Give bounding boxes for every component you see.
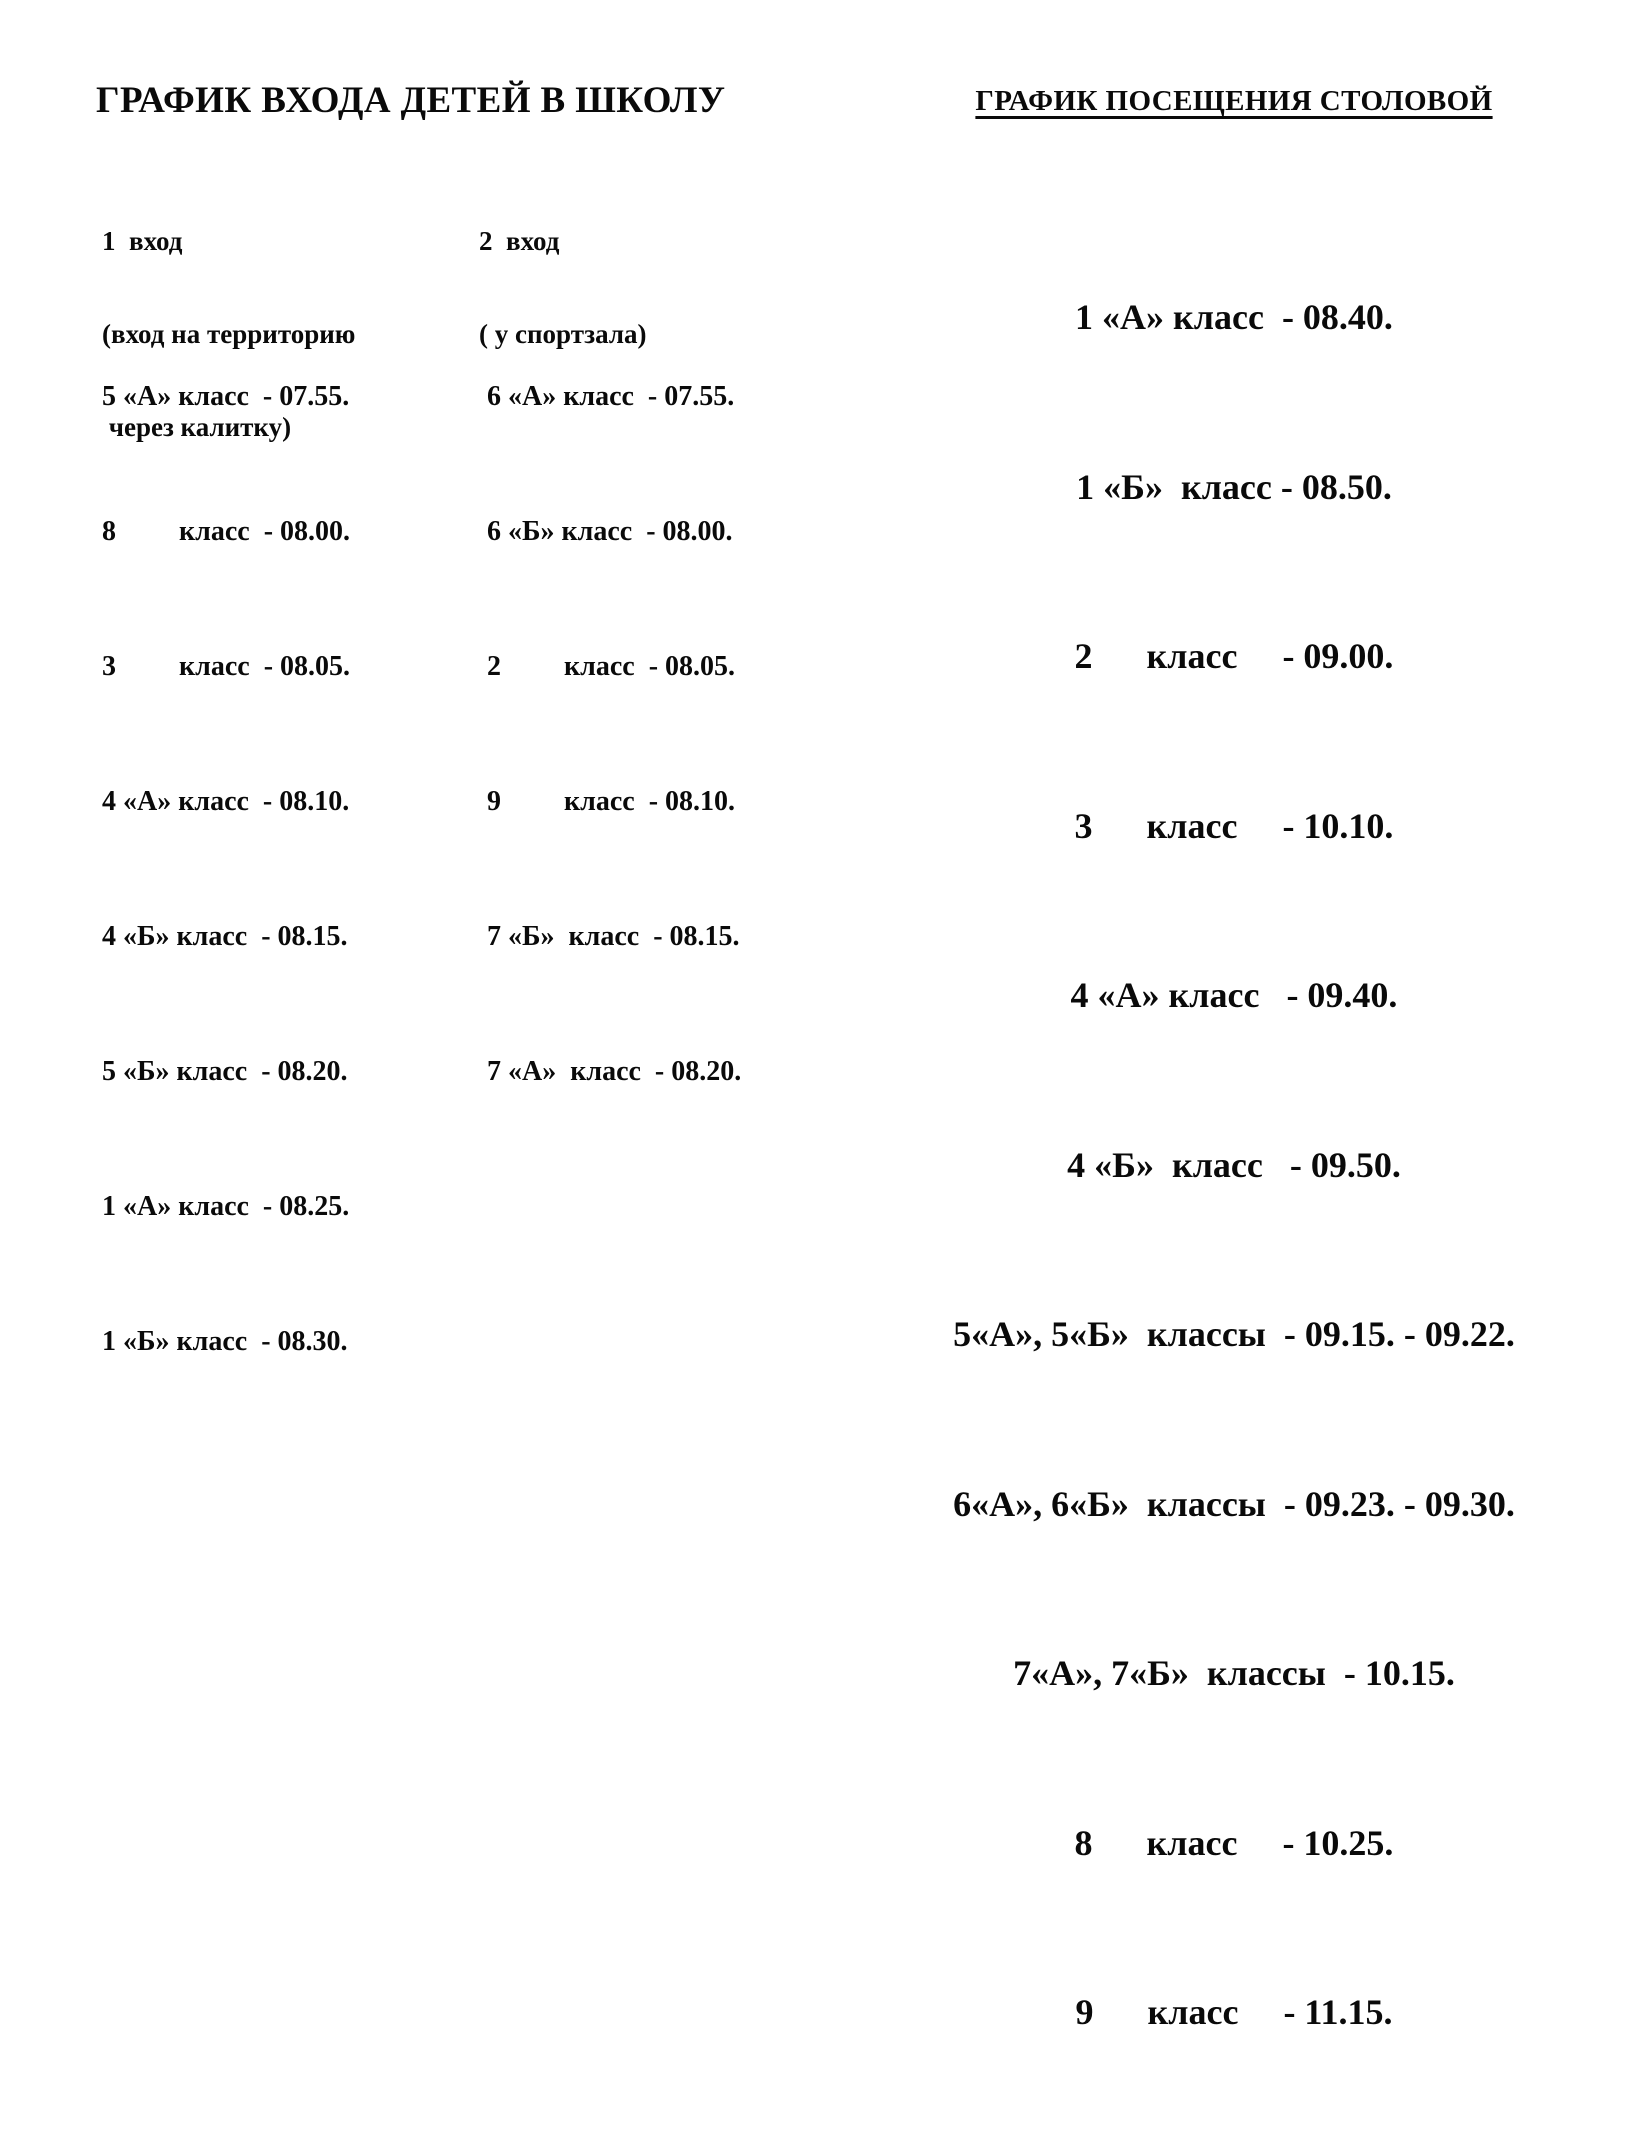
school-entry-schedule-title: ГРАФИК ВХОДА ДЕТЕЙ В ШКОЛУ bbox=[96, 80, 726, 121]
schedule-row: 5«А», 5«Б» классы - 09.15. - 09.22. bbox=[953, 1314, 1515, 1354]
entrance1-heading-line3: через калитку) bbox=[102, 412, 292, 442]
schedule-row: 7«А», 7«Б» классы - 10.15. bbox=[1013, 1653, 1455, 1693]
schedule-row: 1 «А» класс - 08.40. bbox=[1075, 297, 1393, 337]
schedule-row: 1 «Б» класс - 08.30. bbox=[102, 1326, 348, 1357]
schedule-row: 3 класс - 08.05. bbox=[102, 651, 351, 682]
schedule-row: 1 «Б» класс - 08.50. bbox=[1076, 466, 1392, 507]
schedule-row: 8 класс - 10.25. bbox=[1074, 1822, 1394, 1863]
entrance1-heading-line1: 1 вход bbox=[102, 226, 183, 256]
schedule-row: 6 «Б» класс - 08.00. bbox=[487, 516, 733, 547]
schedule-row: 4 «А» класс - 09.40. bbox=[1070, 975, 1398, 1015]
schedule-row: 9 класс - 11.15. bbox=[1075, 1992, 1393, 2032]
schedule-row: 9 класс - 08.10. bbox=[487, 786, 736, 817]
schedule-row: 6«А», 6«Б» классы - 09.23. - 09.30. bbox=[953, 1483, 1515, 1524]
entrance2-heading-line2: ( у спортзала) bbox=[479, 319, 647, 349]
schedule-row: 3 класс - 10.10. bbox=[1074, 805, 1394, 846]
canteen-schedule-list bbox=[948, 176, 1520, 2154]
schedule-row: 4 «А» класс - 08.10. bbox=[102, 786, 350, 817]
schedule-row: 4 «Б» класс - 09.50. bbox=[1067, 1144, 1401, 1185]
schedule-row: 6 «А» класс - 07.55. bbox=[487, 381, 735, 412]
entrance1-heading-line2: (вход на территорию bbox=[102, 319, 356, 349]
schedule-row: 2 класс - 08.05. bbox=[487, 651, 736, 682]
schedule-row: 8 класс - 08.00. bbox=[102, 516, 351, 547]
canteen-schedule-title: ГРАФИК ПОСЕЩЕНИЯ СТОЛОВОЙ bbox=[975, 85, 1493, 117]
entrance2-schedule-list bbox=[487, 284, 741, 1184]
schedule-row: 4 «Б» класс - 08.15. bbox=[102, 921, 348, 952]
schedule-row: 1 «А» класс - 08.25. bbox=[102, 1191, 350, 1222]
schedule-row: 7 «А» класс - 08.20. bbox=[487, 1056, 742, 1087]
entrance2-heading-line1: 2 вход bbox=[479, 226, 560, 256]
schedule-row: 5 «Б» класс - 08.20. bbox=[102, 1056, 348, 1087]
entrance1-schedule-list bbox=[102, 284, 350, 1454]
schedule-row: 2 класс - 09.00. bbox=[1074, 636, 1394, 676]
schedule-row: 7 «Б» класс - 08.15. bbox=[487, 921, 740, 952]
schedule-row: 5 «А» класс - 07.55. bbox=[102, 381, 350, 412]
